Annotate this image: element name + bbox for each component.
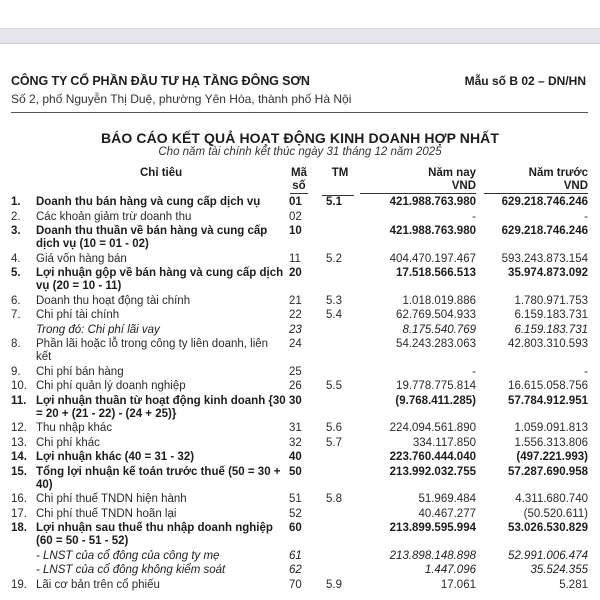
row-number: 14. [11,451,27,463]
table-header [0,167,600,197]
row-current-year-value: 62.769.504.933 [396,309,476,321]
row-note: 5.9 [326,578,342,591]
row-prior-year-value: 6.159.183.731 [514,323,588,336]
report-title: BÁO CÁO KẾT QUẢ HOẠT ĐỘNG KINH DOANH HỢP NHẤT [100,130,500,146]
row-current-year-value: 8.175.540.769 [402,323,476,336]
row-number: 4. [11,252,21,265]
row-note: 5.4 [326,309,342,321]
row-description: Chi phí thuế TNDN hoãn lại [36,507,177,520]
table-row [0,196,600,211]
table-row [0,466,600,494]
row-description: Chi phí bán hàng [36,365,124,378]
table-row [0,579,600,594]
form-code: Mẫu số B 02 – DN/HN [464,74,586,88]
row-description: Doanh thu thuần về bán hàng và cung cấp dịch vụ (10 = 01 - 02) [36,225,268,251]
row-description: Lãi cơ bản trên cổ phiếu [36,578,160,591]
row-description: Lợi nhuận thuần từ hoạt động kinh doanh {30 = 20 + (21 - 22) - (24 + 25)} [36,394,286,420]
row-code: 30 [289,394,302,407]
row-note: 5.5 [326,380,342,392]
row-code: 62 [289,564,302,576]
table-row [0,437,600,452]
row-description: Chi phí thuế TNDN hiện hành [36,493,187,505]
row-description: Chi phí quản lý doanh nghiệp [36,380,186,392]
row-code: 11 [289,252,301,265]
table-row [0,395,600,423]
table-row [0,366,600,381]
row-current-year-value: 213.992.032.755 [389,465,476,478]
report-subtitle: Cho năm tài chính kết thúc ngày 31 tháng 12 năm 2025 [158,146,442,158]
table-row [0,550,600,565]
row-number: 18. [11,522,27,534]
row-code: 02 [289,210,302,223]
code-header-line1: Mã [291,167,307,179]
row-number: 19. [11,578,27,591]
column-header-note: TM [331,167,349,179]
row-code: 60 [289,522,302,534]
row-current-year-value: 404.470.197.467 [389,252,476,265]
row-note: 5.1 [326,196,342,208]
row-code: 52 [289,507,302,520]
row-code: 22 [289,309,302,321]
row-description: Giá vốn hàng bán [36,252,127,265]
row-current-year-value: 40.467.277 [418,507,476,520]
table-row [0,508,600,523]
row-prior-year-value: 35.524.355 [530,564,588,576]
table-row [0,422,600,437]
column-header-prior-year [484,167,588,194]
table-row [0,211,600,226]
row-number: 3. [11,225,21,237]
company-name: CÔNG TY CỔ PHẦN ĐẦU TƯ HẠ TẦNG ĐÔNG SƠN [11,74,310,88]
income-statement-rows [0,196,600,593]
column-header-item: Chỉ tiêu [140,167,183,179]
company-address: Số 2, phố Nguyễn Thị Duệ, phường Yên Hòa, thành phố Hà Nội [11,92,352,106]
row-prior-year-value: 6.159.183.731 [514,309,588,321]
column-header-code [290,167,308,194]
row-code: 24 [289,338,302,350]
row-prior-year-value: 42.803.310.593 [508,338,588,350]
table-row [0,451,600,466]
row-description: Trong đó: Chi phí lãi vay [36,323,160,336]
row-number: 15. [11,465,27,478]
row-current-year-value: (9.768.411.285) [395,394,476,407]
row-current-year-value: 213.898.148.898 [389,549,476,562]
table-row [0,225,600,253]
table-row [0,324,600,339]
row-description: Lợi nhuận sau thuế thu nhập doanh nghiệp (60 = 50 - 51 - 52) [36,522,273,548]
row-note: 5.3 [326,294,342,307]
prior-year-label: Năm trước [528,167,588,179]
table-row [0,522,600,550]
row-note: 5.6 [326,422,342,434]
row-code: 01 [289,196,302,208]
row-code: 50 [289,465,302,478]
row-number: 1. [11,196,21,208]
table-row [0,295,600,310]
row-description: Tổng lợi nhuận kế toán trước thuế (50 = 30 + 40) [36,465,281,491]
row-current-year-value: - [472,365,476,378]
row-number: 11. [11,394,27,407]
row-number: 10. [11,380,27,392]
row-number: 16. [11,493,27,505]
row-prior-year-value: - [584,365,588,378]
row-current-year-value: 1.447.096 [424,564,476,576]
row-prior-year-value: - [584,210,588,223]
prior-year-unit: VND [484,180,588,194]
row-description: - LNST của cổ đông không kiểm soát [36,564,226,576]
row-number: 9. [11,365,21,378]
row-prior-year-value: 52.991.006.474 [508,549,588,562]
table-row [0,493,600,508]
row-description: Doanh thu bán hàng và cung cấp dịch vụ [36,196,261,208]
row-note: 5.2 [326,252,342,265]
row-prior-year-value: 53.026.530.829 [508,522,588,534]
row-note: 5.7 [326,436,342,449]
row-prior-year-value: 5.281 [559,578,588,591]
row-description: Thu nhập khác [36,422,113,434]
row-prior-year-value: 1.059.091.813 [514,422,588,434]
row-code: 32 [289,436,302,449]
row-number: 7. [11,309,21,321]
row-number: 2. [11,210,21,223]
row-prior-year-value: 1.556.313.806 [514,436,588,449]
row-prior-year-value: 57.784.912.951 [508,394,588,407]
current-year-label: Năm nay [428,167,476,179]
row-code: 61 [289,549,302,562]
row-current-year-value: 19.778.775.814 [396,380,476,392]
row-prior-year-value: 57.287.690.958 [508,465,588,478]
row-prior-year-value: (50.520.611) [523,507,588,520]
current-year-unit: VND [360,180,476,194]
row-description: Chi phí tài chính [36,309,120,321]
row-code: 26 [289,380,302,392]
row-description: Lợi nhuận khác (40 = 31 - 32) [36,451,195,463]
row-code: 23 [289,323,302,336]
row-current-year-value: - [472,210,476,223]
row-description: Chi phí khác [36,436,100,449]
row-current-year-value: 334.117.850 [412,436,476,449]
table-row [0,253,600,268]
row-prior-year-value: 4.311.680.740 [515,493,588,505]
row-code: 25 [289,365,302,378]
row-prior-year-value: (497.221.993) [516,451,588,463]
row-prior-year-value: 593.243.873.154 [501,252,588,265]
row-description: Lợi nhuận gộp về bán hàng và cung cấp dịch vụ (20 = 10 - 11) [36,267,284,293]
row-number: 12. [11,422,27,434]
row-current-year-value: 17.518.566.513 [396,267,476,279]
row-description: - LNST của cổ đông của công ty mẹ [36,549,220,562]
row-code: 21 [289,294,302,307]
row-number: 5. [11,267,21,279]
row-current-year-value: 223.760.444.040 [389,451,476,463]
row-prior-year-value: 35.974.873.092 [508,267,588,279]
row-number: 8. [11,338,21,350]
row-current-year-value: 54.243.283.063 [396,338,476,350]
top-scroll-bar [0,28,600,44]
code-header-line2: số [290,180,308,194]
row-code: 10 [289,225,302,237]
row-description: Các khoản giảm trừ doanh thu [36,210,192,223]
row-number: 17. [11,507,27,520]
row-code: 51 [289,493,302,505]
table-row [0,338,600,366]
table-row [0,267,600,295]
row-current-year-value: 51.969.484 [418,493,476,505]
table-row [0,564,600,579]
row-current-year-value: 17.061 [440,578,476,591]
row-current-year-value: 213.899.595.994 [389,522,476,534]
row-note: 5.8 [326,493,342,505]
row-current-year-value: 421.988.763.980 [389,225,476,237]
column-header-current-year [360,167,476,194]
header-divider [11,112,588,113]
row-description: Phần lãi hoặc lỗ trong công ty liên doanh, liên kết [36,338,269,364]
table-row [0,309,600,324]
row-code: 70 [289,578,302,591]
row-current-year-value: 224.094.561.890 [389,422,476,434]
row-prior-year-value: 629.218.746.246 [501,225,588,237]
row-number: 6. [11,294,21,307]
row-number: 13. [11,436,27,449]
table-row [0,380,600,395]
row-code: 20 [289,267,302,279]
row-code: 40 [289,451,302,463]
row-code: 31 [289,422,302,434]
row-current-year-value: 1.018.019.886 [402,294,476,307]
row-prior-year-value: 629.218.746.246 [501,196,588,208]
row-current-year-value: 421.988.763.980 [389,196,476,208]
row-prior-year-value: 16.615.058.756 [508,380,588,392]
row-description: Doanh thu hoạt động tài chính [36,294,191,307]
row-prior-year-value: 1.780.971.753 [514,294,588,307]
